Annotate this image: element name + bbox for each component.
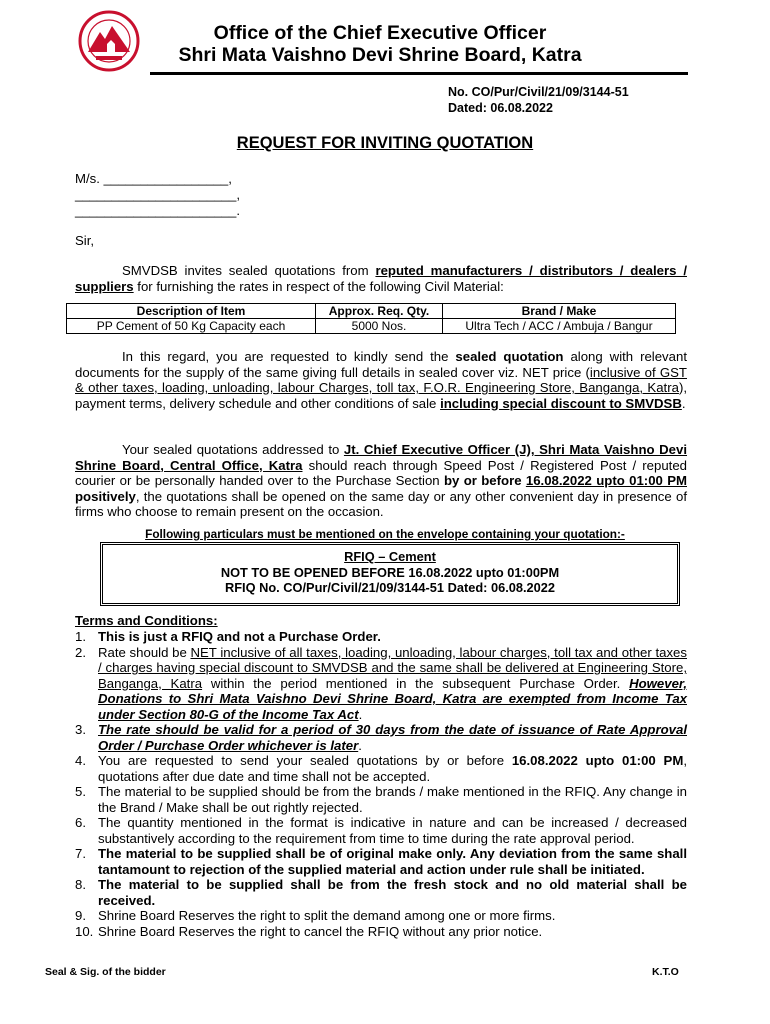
list-item	[75, 846, 687, 877]
table-header-cell: Approx. Req. Qty.	[316, 304, 443, 319]
list-text: .	[358, 706, 363, 722]
addressee-line: ______________________,	[75, 187, 241, 202]
list-text: This is just a RFIQ and not a Purchase Order.	[98, 629, 381, 644]
table-cell: Ultra Tech / ACC / Ambuja / Bangur	[443, 319, 676, 334]
list-text: Rate should be	[98, 644, 191, 660]
list-number: 8.	[75, 877, 86, 892]
list-text: within the period mentioned in the subsequent Purchase Order.	[202, 675, 630, 691]
list-number: 4.	[75, 753, 86, 768]
text-run-bold: including special discount to SMVDSB	[440, 395, 682, 411]
list-item	[75, 645, 687, 723]
paragraph-invitation	[75, 263, 687, 294]
addressee-block	[75, 171, 240, 219]
text-run: along with relevant documents for the supply of the same giving full details in sealed cover viz. NET price (	[75, 349, 687, 380]
envelope-line: RFIQ – Cement	[344, 549, 436, 564]
text-run: SMVDSB invites sealed quotations from	[122, 263, 376, 278]
text-run: for furnishing the rates in respect of the following Civil Material:	[133, 278, 504, 294]
text-run-bold: Jt. Chief Executive Officer (J), Shri Mata Vaishno Devi Shrine Board, Central Office, Katra	[75, 442, 688, 473]
list-text: However, Donations to Shri Mata Vaishno Devi Shrine Board, Katra are exempted from Income Tax under Section 80-G of the Income Tax Act	[98, 675, 687, 722]
envelope-line: NOT TO BE OPENED BEFORE 16.08.2022 upto 01:00PM	[220, 564, 560, 580]
list-item	[75, 753, 687, 784]
list-text: Shrine Board Reserves the right to split the demand among one or more firms.	[98, 908, 556, 923]
office-title	[160, 22, 600, 66]
text-run: , the quotations shall be opened on the same day or any other convenient day in presence of firms who choose to remain present on the occasion.	[75, 488, 687, 520]
text-run: .	[681, 395, 686, 411]
addressee-line: M/s. _________________,	[75, 171, 232, 186]
list-number: 6.	[75, 815, 86, 830]
list-number: 7.	[75, 846, 86, 861]
office-title-line2: Shri Mata Vaishno Devi Shrine Board, Katra	[178, 44, 582, 66]
list-number: 5.	[75, 784, 86, 799]
shrine-board-seal-icon	[74, 10, 144, 72]
table-cell: PP Cement of 50 Kg Capacity each	[67, 319, 316, 334]
text-run-underline: inclusive of GST & other taxes, loading, unloading, labour Charges, toll tax, F.O.R. Engineering Store, Banganga, Katra	[75, 364, 687, 396]
list-number: 3.	[75, 722, 86, 737]
salutation: Sir,	[75, 233, 95, 248]
list-item	[75, 784, 687, 815]
list-text: You are requested to send your sealed quotations by or before	[98, 753, 512, 768]
paragraph-submission	[75, 442, 687, 520]
list-text: NET inclusive of all taxes, loading, unloading, labour charges, toll tax and other taxes / charges having special discount to SMVDSB and the same shall be delivered at Engineering Store, Banganga, Katra	[98, 644, 687, 691]
reference-number: No. CO/Pur/Civil/21/09/3144-51	[448, 85, 629, 99]
paragraph-request-details	[75, 349, 687, 411]
table-cell: 5000 Nos.	[316, 319, 443, 334]
list-number: 9.	[75, 908, 86, 923]
list-item	[75, 629, 687, 645]
header-rule	[150, 72, 688, 75]
list-text: , quotations after due date and time shall not be accepted.	[98, 753, 687, 784]
list-text: The material to be supplied shall be from the fresh stock and no old material shall be received.	[98, 877, 687, 908]
list-text: Shrine Board Reserves the right to cancel the RFIQ without any prior notice.	[98, 923, 543, 939]
list-item	[75, 877, 687, 908]
list-number: 2.	[75, 644, 86, 660]
list-text: The quantity mentioned in the format is indicative in nature and can be increased / decreased substantively according to the requirement from time to time during the rate approval period.	[98, 815, 687, 846]
list-number: 1.	[75, 629, 86, 644]
list-text: The rate should be valid for a period of 30 days from the date of issuance of Rate Approval Order / Purchase Order whichever is later	[98, 722, 687, 753]
text-run-bold: sealed quotation	[455, 349, 564, 364]
text-run-bold: reputed manufacturers / distributors / dealers / suppliers	[75, 263, 687, 294]
text-run: In this regard, you are requested to kindly send the	[122, 349, 456, 364]
kto-label: K.T.O	[652, 966, 679, 978]
addressee-line: ______________________.	[75, 203, 241, 218]
list-text: The material to be supplied should be from the brands / make mentioned in the RFIQ. Any change in the Brand / Make shall be out rightly rejected.	[98, 784, 687, 815]
list-item	[75, 908, 687, 924]
envelope-line: RFIQ No. CO/Pur/Civil/21/09/3144-51 Dated: 06.08.2022	[224, 580, 556, 596]
list-item	[75, 722, 687, 753]
text-run-bold: positively	[75, 488, 136, 504]
table-header-cell: Description of Item	[67, 304, 316, 319]
reference-date: Dated: 06.08.2022	[448, 101, 553, 115]
list-text: .	[358, 737, 362, 753]
envelope-instruction: Following particulars must be mentioned on the envelope containing your quotation:-	[145, 527, 625, 541]
text-run: Your sealed quotations addressed to	[122, 442, 344, 457]
terms-list	[75, 629, 687, 939]
terms-heading: Terms and Conditions:	[75, 613, 218, 628]
table-header-cell: Brand / Make	[443, 304, 676, 319]
envelope-box	[100, 542, 680, 606]
list-text: 16.08.2022 upto 01:00 PM	[511, 753, 684, 768]
table-header-row	[67, 304, 676, 319]
items-table	[66, 303, 676, 334]
office-title-line1: Office of the Chief Executive Officer	[213, 22, 547, 44]
table-row	[67, 319, 676, 334]
list-item	[75, 924, 687, 940]
text-run: should reach through Speed Post / Registered Post / reputed courier or be personally handed over to the Purchase Section	[75, 457, 688, 489]
request-title: REQUEST FOR INVITING QUOTATION	[236, 134, 534, 152]
list-number: 10.	[75, 923, 94, 939]
list-item	[75, 815, 687, 846]
text-run-bold: by or before	[443, 473, 526, 489]
list-text: The material to be supplied shall be of original make only. Any deviation from the same shall tantamount to rejection of the supplied material and action under rule shall be initiated.	[98, 846, 687, 877]
reference-block	[448, 84, 629, 116]
text-run-bold: 16.08.2022 upto 01:00 PM	[525, 473, 687, 489]
seal-signature-label: Seal & Sig. of the bidder	[45, 966, 166, 978]
text-run: ), payment terms, delivery schedule and other conditions of sale	[75, 380, 687, 411]
